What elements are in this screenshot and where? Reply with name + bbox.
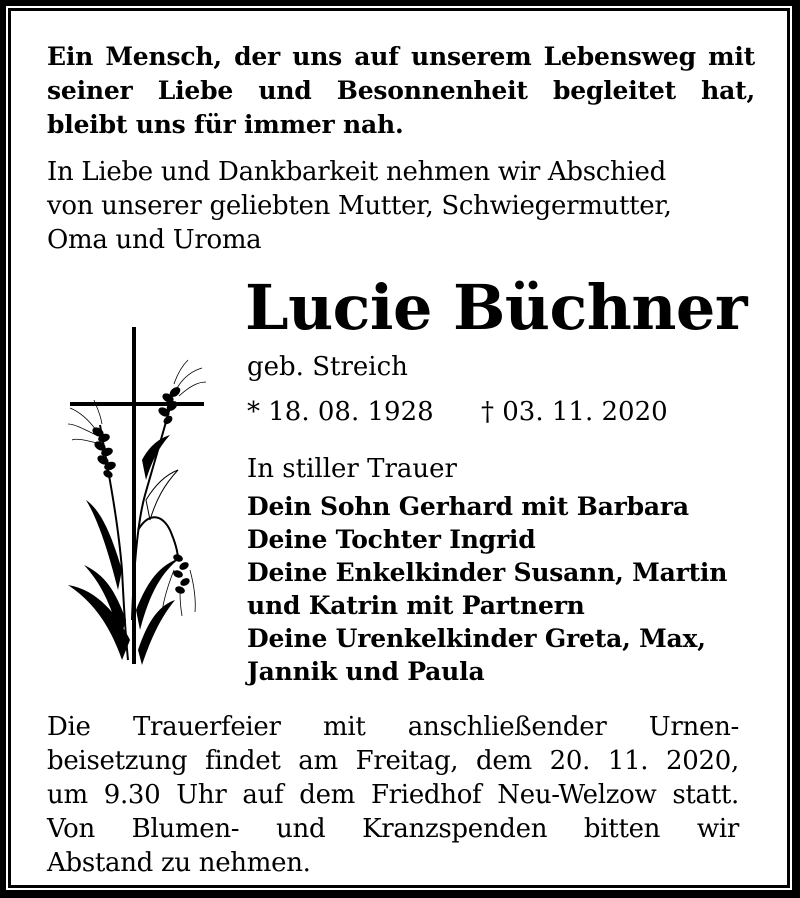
farewell-line: von unserer geliebten Mutter, Schwiegermutter, [47, 191, 672, 221]
ceremony-line: Abstand zu nehmen. [47, 848, 311, 878]
intro-line: Ein Mensch, der uns auf unserem Lebensweg mit [47, 42, 755, 71]
ceremony-line: Von Blumen- und Kranzspenden bitten wir [47, 814, 739, 844]
ceremony-notice [47, 710, 739, 880]
intro-line: seiner Liebe und Besonnenheit begleitet hat, [47, 76, 755, 105]
farewell-text [47, 155, 747, 257]
intro-line: bleibt uns für immer nah. [47, 110, 404, 139]
mourner-line: Dein Sohn Gerhard mit Barbara [247, 492, 689, 521]
mourner-line: Deine Enkelkinder Susann, Martin [247, 558, 728, 587]
cross-with-wheat-icon [60, 320, 220, 670]
mourners-list [247, 490, 767, 688]
birth-date: * 18. 08. 1928 [247, 397, 434, 427]
mourner-line: Deine Urenkelkinder Greta, Max, [247, 624, 706, 653]
farewell-line: Oma und Uroma [47, 225, 262, 255]
death-date: † 03. 11. 2020 [481, 397, 668, 427]
farewell-line: In Liebe und Dankbarkeit nehmen wir Abschied [47, 157, 666, 187]
deceased-name: Lucie Büchner [245, 271, 748, 344]
mourner-line: Jannik und Paula [247, 657, 485, 686]
ceremony-line: Die Trauerfeier mit anschließender Urnen- [47, 712, 739, 742]
mourner-line: Deine Tochter Ingrid [247, 525, 536, 554]
maiden-name: geb. Streich [247, 352, 408, 382]
mourners-heading: In stiller Trauer [247, 454, 457, 484]
mourner-line: und Katrin mit Partnern [247, 591, 585, 620]
ceremony-line: beisetzung findet am Freitag, dem 20. 11. 2020, [47, 746, 739, 776]
intro-quote [47, 40, 755, 142]
ceremony-line: um 9.30 Uhr auf dem Friedhof Neu-Welzow statt. [47, 780, 739, 810]
